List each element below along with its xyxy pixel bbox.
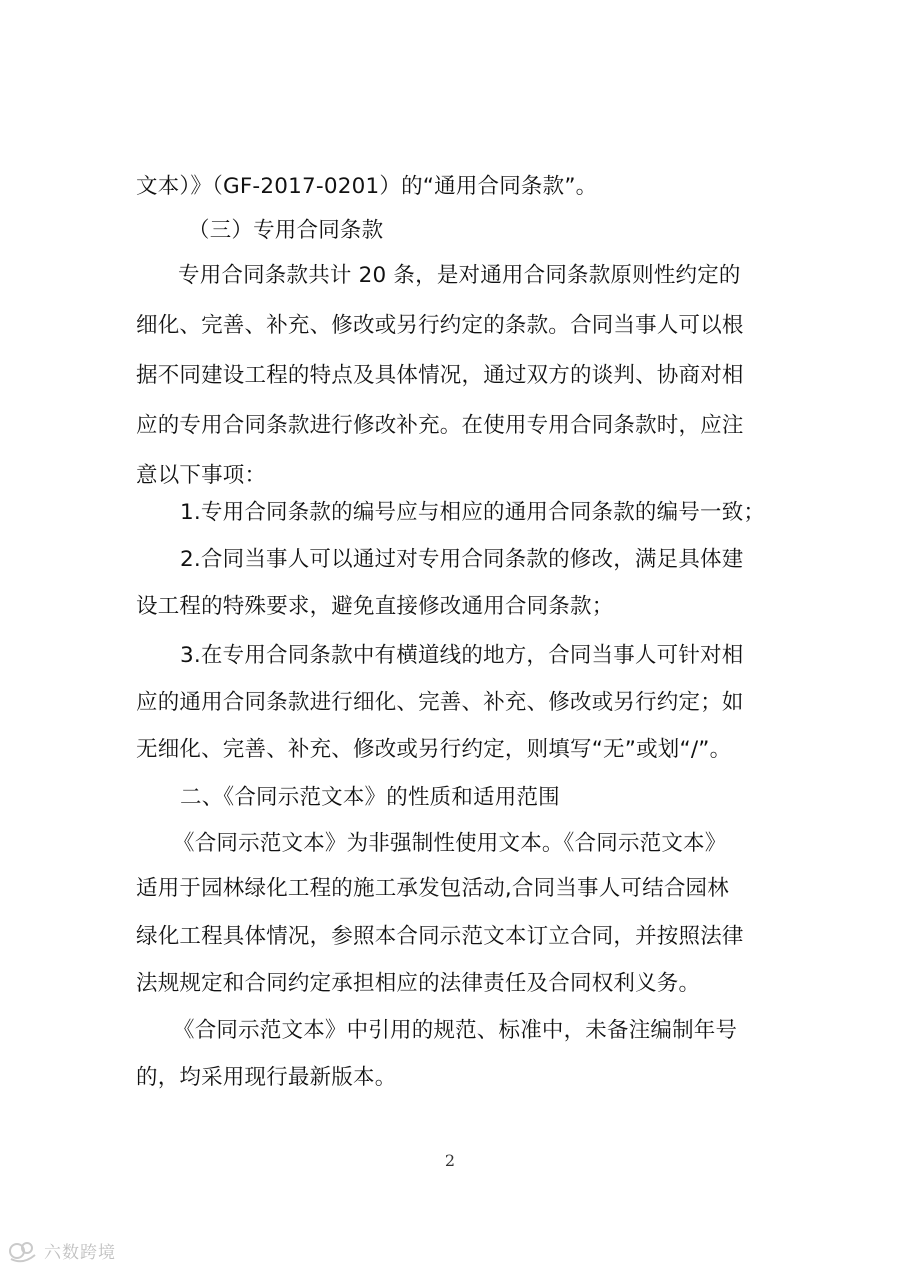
watermark-logo-icon <box>8 1239 38 1263</box>
text-line: 绿化工程具体情况，参照本合同示范文本订立合同，并按照法律 <box>136 924 744 949</box>
text-line: 文本）》（GF-2017-0201）的“通用合同条款”。 <box>136 174 598 199</box>
list-item: 2.合同当事人可以通过对专用合同条款的修改，满足具体建 <box>180 547 744 572</box>
list-item: 3.在专用合同条款中有横道线的地方，合同当事人可针对相 <box>180 643 744 668</box>
text-line: 无细化、完善、补充、修改或另行约定，则填写“无”或划“/”。 <box>136 737 732 762</box>
text-line: 法规规定和合同约定承担相应的法律责任及合同权利义务。 <box>136 971 701 996</box>
text-line: 意以下事项： <box>136 463 267 488</box>
text-line: 应的通用合同条款进行细化、完善、补充、修改或另行约定；如 <box>136 690 744 715</box>
text-line: 细化、完善、补充、修改或另行约定的条款。合同当事人可以根 <box>136 313 744 338</box>
text-line: 据不同建设工程的特点及具体情况，通过双方的谈判、协商对相 <box>136 363 744 388</box>
watermark-text: 六数跨境 <box>44 1243 116 1263</box>
text-line: 专用合同条款共计 20 条，是对通用合同条款原则性约定的 <box>178 263 741 288</box>
watermark <box>8 1238 116 1263</box>
page-number: 2 <box>444 1151 456 1170</box>
text-line: 适用于园林绿化工程的施工承发包活动,合同当事人可结合园林 <box>136 876 729 901</box>
text-line: 设工程的特殊要求，避免直接修改通用合同条款； <box>136 594 614 619</box>
text-line: 《合同示范文本》中引用的规范、标准中，未备注编制年号 <box>173 1018 738 1043</box>
list-item: 1.专用合同条款的编号应与相应的通用合同条款的编号一致； <box>180 500 766 525</box>
section-heading: （三）专用合同条款 <box>188 218 384 243</box>
section-heading: 二、《合同示范文本》的性质和适用范围 <box>180 785 560 810</box>
text-line: 的，均采用现行最新版本。 <box>136 1065 397 1090</box>
text-line: 《合同示范文本》为非强制性使用文本。《合同示范文本》 <box>173 831 727 856</box>
text-line: 应的专用合同条款进行修改补充。在使用专用合同条款时，应注 <box>136 413 744 438</box>
